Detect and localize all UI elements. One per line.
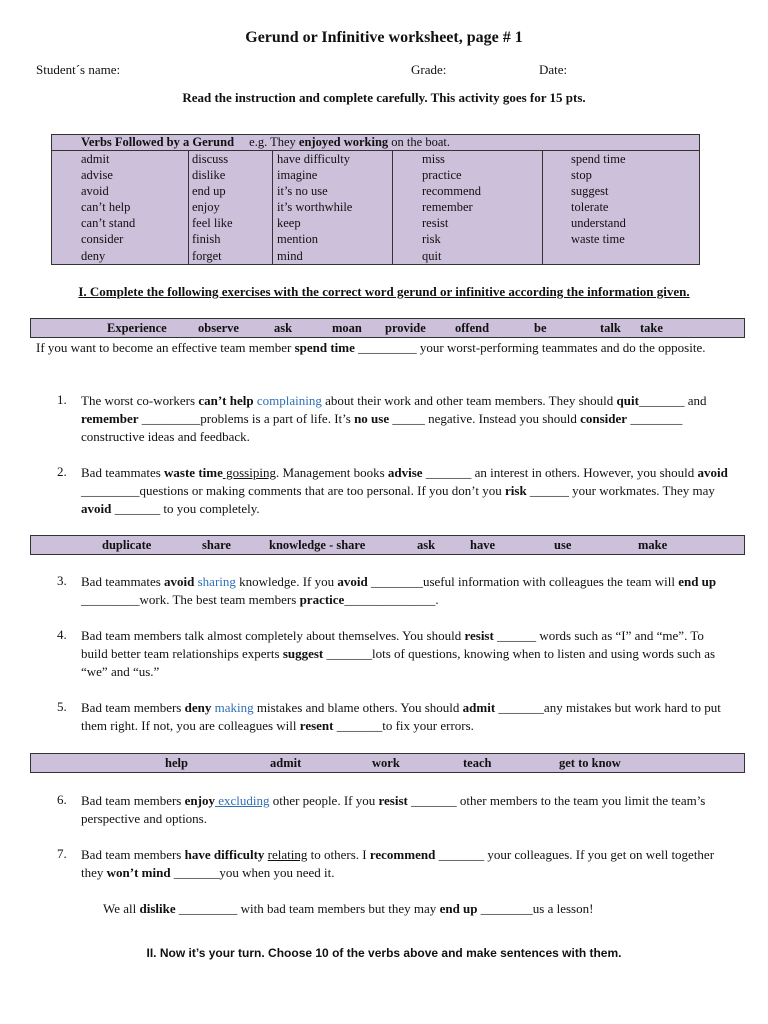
- exercise-number: 2.: [57, 464, 67, 479]
- word-bank-3: [30, 753, 745, 773]
- grade-label: Grade:: [411, 62, 447, 77]
- text-segment: avoid: [337, 574, 368, 589]
- text-segment: won’t mind: [106, 865, 171, 880]
- text-segment: dislike: [139, 901, 176, 916]
- exercise-number: 5.: [57, 699, 67, 714]
- word-bank-item: moan: [332, 321, 362, 335]
- text-segment: no use: [354, 411, 390, 426]
- verb-item: end up: [192, 184, 226, 199]
- exercise-number: 7.: [57, 846, 67, 861]
- word-bank-item: knowledge - share: [269, 538, 366, 552]
- text-segment: Bad team members: [81, 847, 185, 862]
- text-segment: end up: [678, 574, 717, 589]
- word-bank-item: get to know: [559, 756, 621, 770]
- verb-item: mention: [277, 232, 318, 247]
- exercise-6: [81, 792, 731, 828]
- verb-item: can’t stand: [81, 216, 136, 231]
- text-segment: advise: [387, 465, 423, 480]
- verbs-column-1: [52, 151, 189, 265]
- verb-item: enjoy: [192, 200, 220, 215]
- text-segment: recommend: [369, 847, 436, 862]
- verb-item: tolerate: [571, 200, 609, 215]
- verb-item: imagine: [277, 168, 318, 183]
- verb-item: have difficulty: [277, 152, 351, 166]
- verb-item: recommend: [422, 184, 482, 199]
- text-segment: other people. If you: [269, 793, 379, 808]
- text-segment: _________ your worst-performing teammates and do the opposite.: [354, 340, 706, 355]
- text-segment: quit: [616, 393, 639, 408]
- exercise-3: [81, 573, 731, 609]
- exercise-5: [81, 699, 731, 735]
- instruction-text: Read the instruction and complete carefully. This activity goes for 15 pts.: [182, 90, 586, 105]
- word-bank-2: [30, 535, 745, 555]
- verb-item: miss: [422, 152, 445, 166]
- section-2-title: II. Now it’s your turn. Choose 10 of the verbs above and make sentences with them.: [146, 946, 622, 960]
- text-segment: sharing: [194, 574, 236, 589]
- text-segment: mistakes and blame others. You should: [253, 700, 463, 715]
- text-segment: _________ with bad team members but they may: [175, 901, 440, 916]
- word-bank-item: share: [202, 538, 231, 552]
- text-segment: _______ an interest in others. However, you should: [422, 465, 698, 480]
- verb-item: avoid: [81, 184, 109, 199]
- verb-item: consider: [81, 232, 124, 247]
- text-segment: have difficulty: [184, 847, 265, 862]
- verb-item: remember: [422, 200, 473, 215]
- verbs-column-2: [189, 151, 273, 265]
- word-bank-item: take: [640, 321, 663, 335]
- text-segment: making: [211, 700, 254, 715]
- worksheet-title: Gerund or Infinitive worksheet, page # 1: [245, 29, 523, 46]
- text-segment: Bad team members: [81, 700, 185, 715]
- text-segment: enjoyed working: [298, 135, 389, 149]
- word-bank-item: Experience: [107, 321, 167, 335]
- verbs-table-header-label: Verbs Followed by a Gerund: [81, 135, 235, 149]
- text-segment: ______ your workmates. They may: [526, 483, 715, 498]
- verb-item: finish: [192, 232, 221, 247]
- text-segment: _____ negative. Instead you should: [389, 411, 581, 426]
- text-segment: If you want to become an effective team member: [36, 340, 295, 355]
- verb-item: keep: [277, 216, 301, 231]
- text-segment: complaining: [253, 393, 322, 408]
- text-segment: _______ to you completely.: [111, 501, 260, 516]
- text-segment: ______________.: [344, 592, 439, 607]
- verb-item: it’s no use: [277, 184, 328, 199]
- gerund-verbs-table: [51, 134, 700, 265]
- text-segment: ________ constructive ideas and feedback.: [81, 411, 683, 444]
- word-bank-item: work: [372, 756, 400, 770]
- verb-item: forget: [192, 248, 222, 263]
- text-segment: Bad teammates: [81, 465, 165, 480]
- verb-item: understand: [571, 216, 626, 231]
- text-segment: avoid: [164, 574, 195, 589]
- text-segment: risk: [505, 483, 527, 498]
- closing-sentence: [103, 900, 723, 918]
- text-segment: consider: [580, 411, 628, 426]
- word-bank-item: talk: [600, 321, 621, 335]
- text-segment: remember: [81, 411, 139, 426]
- verbs-column-4: [393, 151, 543, 265]
- exercise-number: 1.: [57, 392, 67, 407]
- word-bank-item: ask: [274, 321, 293, 335]
- text-segment: _______lots of questions, knowing when to listen and using words such as “we” and “us.”: [81, 646, 716, 679]
- text-segment: admit: [462, 700, 496, 715]
- text-segment: We all: [103, 901, 140, 916]
- text-segment: _________problems is a part of life. It’s: [138, 411, 355, 426]
- verb-item: practice: [422, 168, 462, 183]
- word-bank-item: have: [470, 538, 495, 552]
- verb-item: can’t help: [81, 200, 131, 215]
- text-segment: . Management books: [275, 465, 388, 480]
- text-segment: Bad teammates: [81, 574, 165, 589]
- verb-item: stop: [571, 168, 592, 183]
- verb-item: deny: [81, 248, 106, 263]
- text-segment: _________work. The best team members: [81, 592, 300, 607]
- verb-item: mind: [277, 248, 303, 263]
- text-segment: on the boat.: [388, 135, 450, 149]
- verbs-column-5: [543, 151, 700, 265]
- text-segment: can’t help: [198, 393, 254, 408]
- text-segment: _______to fix your errors.: [333, 718, 474, 733]
- word-bank-item: use: [554, 538, 572, 552]
- date-label: Date:: [539, 62, 568, 77]
- text-segment: about their work and other team members. They should: [321, 393, 617, 408]
- word-bank-item: ask: [417, 538, 436, 552]
- exercise-2: [81, 464, 731, 518]
- text-segment: ______ words such as “I” and “me”. To build better team relationships experts: [81, 628, 704, 661]
- verb-item: risk: [422, 232, 441, 247]
- text-segment: _______you when you need it.: [170, 865, 335, 880]
- verb-item: quit: [422, 248, 442, 263]
- text-segment: ________useful information with colleagues the team will: [367, 574, 679, 589]
- text-segment: ________us a lesson!: [477, 901, 594, 916]
- text-segment: enjoy: [184, 793, 215, 808]
- word-bank-item: make: [638, 538, 668, 552]
- verbs-table-header: [52, 135, 700, 151]
- verb-item: feel like: [192, 216, 233, 231]
- exercise-number: 3.: [57, 573, 67, 588]
- text-segment: _________questions or making comments that are too personal. If you don’t you: [81, 483, 505, 498]
- text-segment: _______ and: [638, 393, 707, 408]
- text-segment: _______ other members to the team you limit the team’s perspective and options.: [81, 793, 706, 826]
- student-name-label: Student´s name:: [36, 62, 121, 77]
- word-bank-item: duplicate: [102, 538, 152, 552]
- text-segment: Bad team members: [81, 793, 185, 808]
- verb-item: dislike: [192, 168, 226, 183]
- exercise-1: [81, 392, 731, 446]
- text-segment: excluding: [214, 793, 270, 808]
- text-segment: spend time: [294, 340, 355, 355]
- text-segment: resent: [299, 718, 334, 733]
- text-segment: avoid: [81, 501, 112, 516]
- verb-item: admit: [81, 152, 110, 166]
- text-segment: suggest: [282, 646, 324, 661]
- word-bank-item: provide: [385, 321, 426, 335]
- word-bank-item: observe: [198, 321, 239, 335]
- text-segment: avoid: [697, 465, 728, 480]
- text-segment: resist: [378, 793, 408, 808]
- text-segment: _______ your colleagues. If you get on well together they: [81, 847, 715, 880]
- text-segment: practice: [299, 592, 345, 607]
- text-segment: knowledge. If you: [235, 574, 338, 589]
- verb-item: advise: [81, 168, 113, 183]
- word-bank-item: admit: [270, 756, 302, 770]
- exercise-number: 4.: [57, 627, 67, 642]
- text-segment: end up: [439, 901, 478, 916]
- verb-item: spend time: [571, 152, 626, 166]
- verb-item: suggest: [571, 184, 609, 199]
- exercise-4: [81, 627, 731, 681]
- verb-item: it’s worthwhile: [277, 200, 353, 215]
- exercise-7: [81, 846, 731, 882]
- verbs-table-header-cell: [52, 135, 700, 151]
- verb-item: discuss: [192, 152, 229, 166]
- verb-item: resist: [422, 216, 449, 231]
- text-segment: _______any mistakes but work hard to put them right. If not, you are colleagues will: [81, 700, 721, 733]
- word-bank-item: help: [165, 756, 188, 770]
- intro-paragraph: [36, 339, 736, 357]
- text-segment: The worst co-workers: [81, 393, 199, 408]
- section-1-title: I. Complete the following exercises with the correct word gerund or infinitive according the information given.: [78, 284, 690, 299]
- word-bank-item: offend: [455, 321, 490, 335]
- text-segment: gossiping: [222, 465, 276, 480]
- text-segment: to others. I: [307, 847, 370, 862]
- verb-item: waste time: [571, 232, 625, 247]
- text-segment: e.g. They: [249, 135, 299, 149]
- word-bank-item: be: [534, 321, 547, 335]
- text-segment: Bad team members talk almost completely about themselves. You should: [81, 628, 465, 643]
- text-segment: waste time: [164, 465, 223, 480]
- verbs-column-3: [273, 151, 393, 265]
- word-bank-1: [30, 318, 745, 338]
- text-segment: relating: [267, 847, 308, 862]
- text-segment: deny: [184, 700, 212, 715]
- word-bank-item: teach: [463, 756, 492, 770]
- verbs-table-example: [237, 135, 450, 149]
- exercise-number: 6.: [57, 792, 67, 807]
- text-segment: resist: [464, 628, 494, 643]
